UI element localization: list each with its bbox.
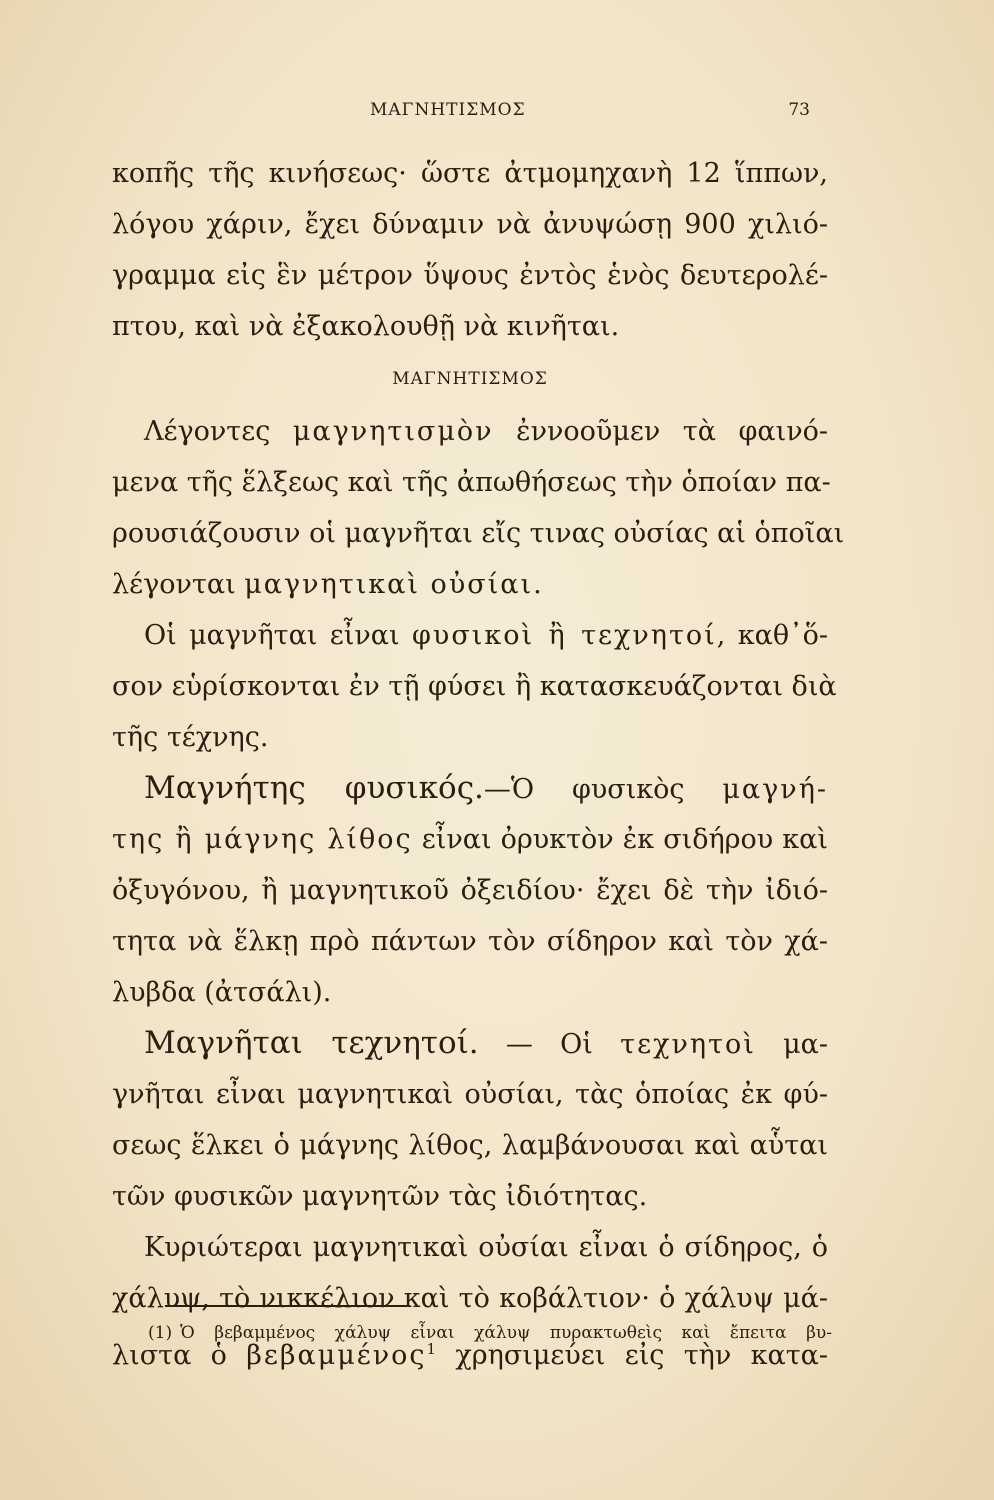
running-head-title: ΜΑΓΝΗΤΙΣΜΟΣ bbox=[370, 100, 526, 120]
paragraph-heading: Μαγνῆται τεχνητοί. bbox=[144, 1025, 479, 1061]
spaced-term: βεβαμμένος bbox=[246, 1340, 427, 1371]
text-line: μενα τῆς ἕλξεως καὶ τῆς ἀπωθήσεως τὴν ὁποίαν πα- bbox=[112, 467, 831, 498]
running-head bbox=[370, 100, 810, 130]
page-number: 73 bbox=[788, 100, 810, 120]
text-line: της ἢ μάγνης λίθος εἶναι ὀρυκτὸν ἐκ σιδήρου καὶ bbox=[112, 824, 828, 855]
text-line: πτου, καὶ νὰ ἐξακολουθῇ νὰ κινῆται. bbox=[112, 311, 620, 342]
text-line: σεως ἕλκει ὁ μάγνης λίθος, λαμβάνουσαι καὶ αὗται bbox=[112, 1130, 828, 1161]
text-line: Μαγνῆται τεχνητοί. — Οἱ τεχνητοὶ μα- bbox=[144, 1025, 828, 1061]
footnote-text: Ὁ βεβαμμένος χάλυψ εἶναι χάλυψ πυρακτωθεὶς καὶ ἔπειτα βυ- bbox=[180, 1323, 832, 1343]
footnote-reference: 1 bbox=[426, 1340, 437, 1358]
body-text bbox=[112, 148, 845, 1375]
footnote bbox=[148, 1318, 832, 1348]
text-line: κοπῆς τῆς κινήσεως· ὥστε ἀτμομηχανὴ 12 ἵππων, bbox=[112, 158, 828, 189]
spaced-term: μαγνή- bbox=[722, 774, 828, 805]
footnote-rule bbox=[165, 1305, 410, 1307]
text-line: ὀξυγόνου, ἢ μαγνητικοῦ ὀξειδίου· ἔχει δὲ τὴν ἰδιό- bbox=[112, 875, 828, 906]
spaced-term: της ἢ μάγνης λίθος bbox=[112, 824, 413, 855]
text-line: Κυριώτεραι μαγνητικαὶ οὐσίαι εἶναι ὁ σίδηρος, ὁ bbox=[144, 1232, 828, 1263]
text-line: λυβδα (ἀτσάλι). bbox=[112, 977, 332, 1008]
text-line: λόγου χάριν, ἔχει δύναμιν νὰ ἀνυψώσῃ 900 χιλιό- bbox=[112, 209, 828, 240]
text-line: τῆς τέχνης. bbox=[112, 722, 269, 753]
text-line: Μαγνήτης φυσικός.—Ὁ φυσικὸς μαγνή- bbox=[144, 770, 828, 806]
spaced-term: μαγνητικαὶ οὐσίαι bbox=[244, 569, 534, 600]
spaced-term: μαγνητισμὸν bbox=[292, 416, 494, 447]
text-line: ρουσιάζουσιν οἱ μαγνῆται εἴς τινας οὐσίας αἱ ὁποῖαι bbox=[112, 518, 845, 549]
paragraph-heading: Μαγνήτης φυσικός. bbox=[144, 770, 484, 806]
text-line: λέγονται μαγνητικαὶ οὐσίαι. bbox=[112, 569, 542, 600]
footnote-marker: (1) bbox=[148, 1323, 173, 1343]
text-line: γραμμα εἰς ἓν μέτρον ὕψους ἐντὸς ἑνὸς δευτερολέ- bbox=[112, 260, 828, 291]
section-heading: ΜΑΓΝΗΤΙΣΜΟΣ bbox=[392, 369, 548, 389]
text-line: λιστα ὁ βεβαμμένος$^1$ χρησιμεύει εἰς τὴν κατα- bbox=[112, 1340, 828, 1371]
text-line: γνῆται εἶναι μαγνητικαὶ οὐσίαι, τὰς ὁποίας ἐκ φύ- bbox=[112, 1079, 828, 1110]
text-line: Λέγοντες μαγνητισμὸν ἐννοοῦμεν τὰ φαινό- bbox=[144, 416, 829, 447]
text-line: Οἱ μαγνῆται εἶναι φυσικοὶ ἢ τεχνητοί, καθ᾽ὅ- bbox=[144, 620, 828, 651]
spaced-term: τεχνητοὶ bbox=[620, 1029, 756, 1060]
spaced-term: φυσικοὶ ἢ τεχνητοί bbox=[412, 620, 717, 651]
text-line: σον εὑρίσκονται ἐν τῇ φύσει ἢ κατασκευάζονται διὰ bbox=[112, 671, 837, 702]
text-line: χάλυψ, τὸ νικκέλιον καὶ τὸ κοβάλτιον· ὁ χάλυψ μά- bbox=[112, 1283, 828, 1314]
text-line: τῶν φυσικῶν μαγνητῶν τὰς ἰδιότητας. bbox=[112, 1181, 648, 1212]
text-line: τητα νὰ ἕλκῃ πρὸ πάντων τὸν σίδηρον καὶ τὸν χά- bbox=[112, 926, 828, 957]
